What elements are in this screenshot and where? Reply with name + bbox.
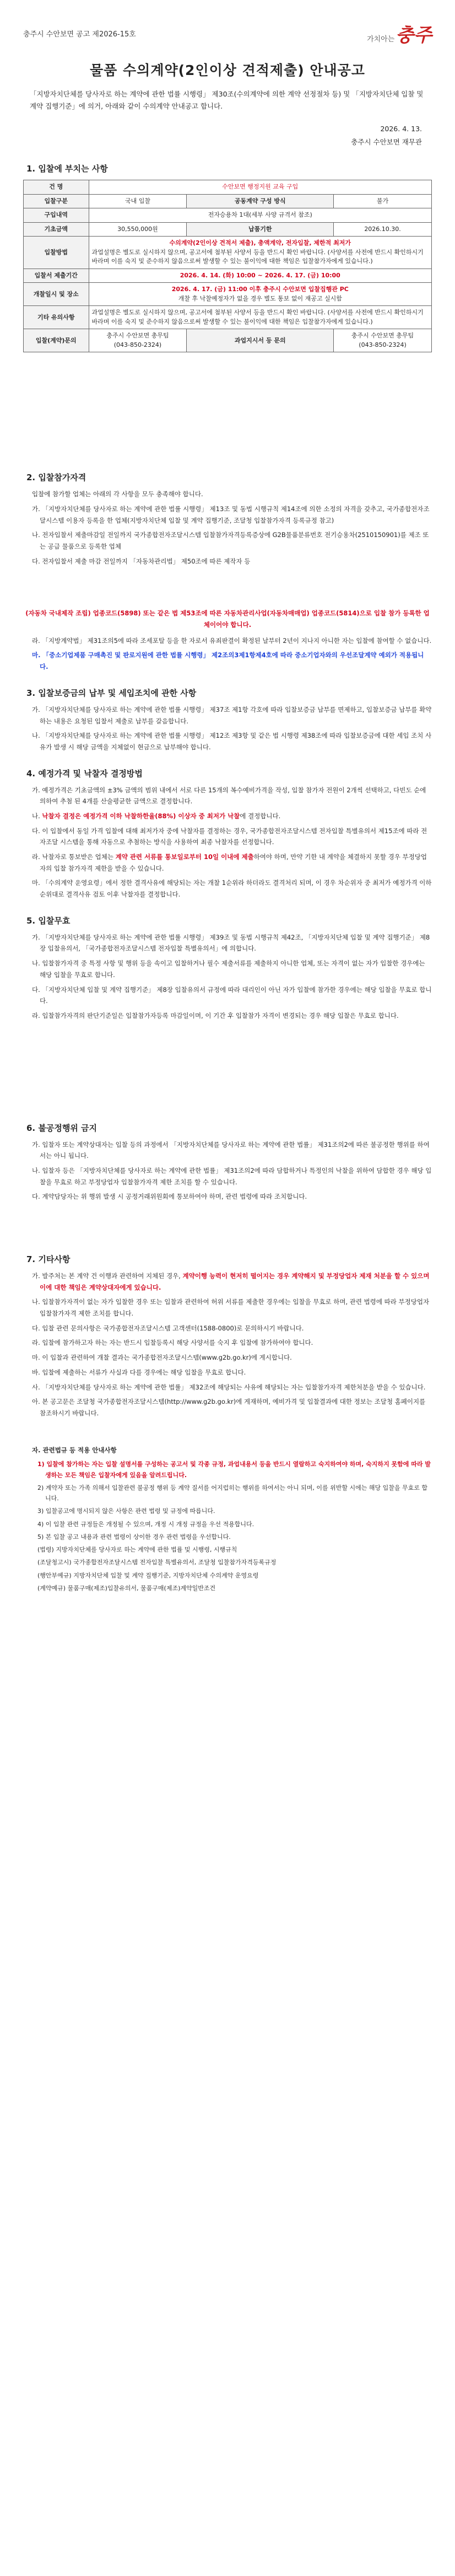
notice-issuer: 충주시 수안보면 재무관 [351, 137, 422, 146]
paragraph: 가. 입찰자 또는 계약상대자는 입찰 등의 과정에서 「지방자치단체를 당사자로 하는 계약에 관한 법률」 제31조의2에 따른 불공정한 행위를 하여서는 아니 됩니다. [32, 1140, 430, 1160]
joint-contract-method: 불가 [334, 194, 432, 208]
table-row [24, 269, 432, 283]
table-header-cell: 입찰구분 [24, 194, 89, 208]
table-row [24, 180, 432, 195]
table-row [24, 194, 432, 208]
paragraph: 다. 이 입찰에서 동일 가격 입찰에 대해 최저가자 중에 낙찰자를 결정하는 경우, 국가종합전자조달시스템 전자입찰 특별유의서 제15조에 따라 전자조달 시스템을 통해 자동으로 추첨하는 방식을 사용하여 최종 낙찰자를 선정합니다. [32, 827, 427, 846]
table-header-cell: 입찰서 제출기간 [24, 269, 89, 283]
table-header-cell: 기타 유의사항 [24, 306, 89, 329]
document-deadline: 계약 관련 서류를 통보일로부터 10일 이내에 제출 [115, 853, 254, 861]
qualification-highlight: (자동차 국내제작 조립) 업종코드(5898) 또는 같은 법 제53조에 따른 자동차관리사업(자동차매매업) 업종코드(5814)으로 입찰 참가 등록한 업체이어야 합니다. [25, 609, 430, 629]
spacer [23, 1025, 432, 1108]
paragraph-text: 하여야 하며, 만약 기한 내 계약을 체결하지 못할 경우 부정당업자의 입찰 참가자격 제한을 받을 수 있습니다. [40, 853, 427, 872]
paragraph [23, 650, 432, 672]
paragraph-text: 다. 전자입찰서 제출 마감 전일까지 「자동차관리법」 제50조에 따른 제작자 등 [32, 557, 251, 565]
table-row [24, 208, 432, 223]
paragraph [23, 556, 432, 567]
law-item: (조달청고시) 국가종합전자조달시스템 전자입찰 특별유의서, 조달청 입찰참가자격등록규정 [37, 1559, 277, 1566]
paragraph: 가. 「지방자치단체를 당사자로 하는 계약에 관한 법률 시행령」 제39조 및 동법 시행규칙 제42조, 「지방자치단체 입찰 및 계약 집행기준」 제8장 입찰유의서, 「국가종합전자조달시스템 전자입찰 특별유의서」에 의합니다. [32, 933, 430, 953]
other-notes: 과업설명은 별도로 실시하지 않으며, 공고서에 첨부된 사양서 등을 반드시 확인 바랍니다. (사양서를 사전에 반드시 확인하시기 바라며 이를 숙지 및 준수하지 않음으로써 발생할 수 있는 불이익에 대한 책임은 입찰참가자에게 있습니다.) [89, 306, 431, 329]
delivery-deadline: 2026.10.30. [334, 222, 432, 237]
city-logo [367, 20, 432, 47]
opening-datetime: 2026. 4. 17. (금) 11:00 이후 충주시 수안보면 입찰집행관 PC [171, 286, 349, 293]
table-header-cell: 건 명 [24, 180, 89, 195]
top-bar [23, 17, 432, 50]
logo-wordmark: 충주 [396, 24, 432, 46]
paragraph-text: 에 결정합니다. [240, 812, 281, 820]
paragraph: 아. 본 공고문은 조달청 국가종합전자조달시스템(http://www.g2b.go.kr)에 게재하며, 예비가격 및 입찰결과에 대한 정보는 조달청 홈페이지를 참조하시기 바랍니다. [32, 1398, 426, 1417]
note-item [23, 1459, 432, 1480]
paragraph: 나. 입찰참가자격 중 특정 사항 및 행위 등을 속이고 입찰하거나 필수 제출서류를 제출하지 아니한 업체, 또는 자격이 없는 자가 입찰한 경우에는 해당 입찰을 무효로 합니다. [32, 959, 425, 979]
document-number: 충주시 수안보면 공고 제2026-15호 [23, 30, 136, 39]
task-contact: 충주시 수안보면 총무팀 (043-850-2324) [334, 329, 432, 352]
paragraph: 사. 「지방자치단체를 당사자로 하는 계약에 관한 법률」 제32조에 해당되는 사유에 해당되는 자는 입찰참가자격 제한처분을 받을 수 있습니다. [32, 1383, 426, 1391]
bid-type: 국내 입찰 [89, 194, 187, 208]
paragraph: 바. 입찰에 제출하는 서류가 사실과 다를 경우에는 해당 입찰을 무효로 합니다. [32, 1368, 246, 1376]
base-price: 30,550,000원 [89, 222, 187, 237]
paragraph: 마. 이 입찰과 관련하여 개찰 결과는 국가종합전자조달시스템(www.g2b.go.kr)에 게시합니다. [32, 1354, 292, 1362]
paragraph: 가. 「지방자치단체를 당사자로 하는 계약에 관한 법률 시행령」 제13조 및 동법 시행규칙 제14조에 의한 소정의 자격을 갖추고, 국가종합전자조달시스템 이용자 등록을 한 업체(지방자치단체 입찰 및 계약 집행기준, 조달청 입찰참가자격 등록규정 참고) [32, 505, 430, 524]
contract-warning: 계약이행 능력이 현저히 떨어지는 경우 계약해지 및 부정당업자 제재 처분을 할 수 있으며 이에 대한 책임은 계약상대자에게 있습니다. [40, 1272, 430, 1291]
bid-method: 수의계약(2인이상 견적서 제출), 총액계약, 전자입찰, 제한적 최저가 [169, 239, 351, 247]
law-item: (행안부예규) 지방자치단체 입찰 및 계약 집행기준, 지방자치단체 수의계약 운영요령 [37, 1571, 259, 1579]
section-2-heading: 2. 입찰참가자격 [26, 473, 86, 483]
paragraph [23, 851, 432, 874]
section-4-heading: 4. 예정가격 및 낙찰자 결정방법 [26, 768, 143, 779]
paragraph: 라. 입찰에 참가하고자 하는 자는 반드시 입찰등록시 해당 사양서를 숙지 후 입찰에 참가하여야 합니다. [32, 1339, 313, 1347]
paragraph-text: 가. 발주처는 본 계약 건 이행과 관련하여 지체된 경우, [32, 1272, 183, 1280]
note-item: 4) 이 입찰 관련 규정들은 개정될 수 있으며, 개정 시 개정 규정을 우선 적용합니다. [37, 1520, 254, 1528]
item-name: 수안보면 행정지원 교육 구입 [89, 180, 431, 195]
table-header-cell: 기초금액 [24, 222, 89, 237]
table-header-cell: 입찰(계약)문의 [24, 329, 89, 352]
table-row [24, 306, 432, 329]
section-1-heading: 1. 입찰에 부치는 사항 [26, 164, 108, 174]
law-item: (법령) 지방자치단체를 당사자로 하는 계약에 관한 법률 및 시행령, 시행규칙 [37, 1546, 237, 1553]
note-item: 5) 본 입찰 공고 내용과 관련 법령이 상이한 경우 관련 법령을 우선합니다. [37, 1533, 231, 1541]
paragraph: 다. 계약담당자는 위 행위 발생 시 공정거래위원회에 통보하여야 하며, 관련 법령에 따라 조치합니다. [32, 1193, 307, 1201]
section-5-heading: 5. 입찰무효 [26, 915, 71, 926]
note-text: 1) 입찰에 참가하는 자는 입찰 설명서를 구성하는 공고서 및 각종 규정, 과업내용서 등을 반드시 열람하고 숙지하여야 하며, 숙지하지 못함에 따라 발생하는 모든 책임은 입찰자에게 있음을 알려드립니다. [37, 1461, 431, 1479]
spacer [23, 352, 432, 457]
spacer [23, 570, 432, 603]
table-row [24, 283, 432, 306]
note-item: 2) 계약자 또는 가족 의해서 입찰관련 불공정 행위 등 계약 질서를 어지럽히는 행위를 하여서는 아니 되며, 이를 위반할 시에는 해당 입찰을 무효로 합니다. [37, 1484, 428, 1502]
opening-cell [89, 283, 431, 306]
logo-slogan: 가치아는 [367, 35, 395, 44]
paragraph: 입찰에 참가할 업체는 아래의 각 사항을 모두 충족해야 합니다. [32, 490, 203, 498]
paragraph-text: 마. 「중소기업제품 구매촉진 및 판로지원에 관한 법률 시행령」 제2조의3제1항제4호에 따라 중소기업자와의 우선조달계약 예외가 적용됩니다. [32, 651, 424, 671]
opening-note: 개찰 후 낙찰예정자가 없을 경우 별도 통보 없이 재공고 실시함 [178, 294, 342, 302]
bid-method-cell [89, 237, 431, 269]
section-6-heading: 6. 불공정행위 금지 [26, 1123, 98, 1133]
award-rule: 낙찰자 결정은 예정가격 이하 낙찰하한율(88%) 이상자 중 최저가 낙찰 [42, 812, 240, 820]
note-item: 3) 입찰공고에 명시되지 않은 사항은 관련 법령 및 규정에 따릅니다. [37, 1507, 215, 1515]
paragraph: 나. 입찰참가자격이 없는 자가 입찰한 경우 또는 입찰과 관련하여 허위 서류를 제출한 경우에는 입찰을 무효로 하며, 관련 법령에 따라 부정당업자 입찰참가자격 제한 조치를 합니다. [32, 1298, 430, 1318]
paragraph: 라. 「지방계약법」 제31조의5에 따라 조세포탈 등을 한 자로서 유죄판결이 확정된 날부터 2년이 지나지 아니한 자는 입찰에 참여할 수 없습니다. [32, 636, 432, 645]
law-item: (계약예규) 물품구매(제조)입찰유의서, 물품구매(제조)계약일반조건 [37, 1584, 216, 1592]
paragraph: 가. 예정가격은 기초금액의 ±3% 금액의 범위 내에서 서로 다른 15개의 복수예비가격을 작성, 입찰 참가자 전원이 2개씩 선택하고, 다빈도 순에 의하여 추첨 된 4개를 산술평균한 금액으로 결정합니다. [32, 786, 426, 806]
table-header-cell: 납품기한 [187, 222, 334, 237]
paragraph-text: 라. 낙찰자로 통보받은 업체는 [32, 853, 116, 861]
notes-title: 자. 관련법규 등 적용 안내사항 [32, 1446, 117, 1454]
table-row [24, 329, 432, 352]
paragraph: 마. 「수의계약 운영요령」에서 정한 결격사유에 해당되는 자는 개찰 1순위라 하더라도 결격처리 되며, 이 경우 차순위자 중 최저가 예정가격 이하 순위대로 결격사유 검토 이후 낙찰자를 결정합니다. [32, 879, 432, 899]
spacer [23, 1423, 432, 1445]
table-header-cell: 입찰방법 [24, 237, 89, 269]
paragraph-text: 나. [32, 812, 42, 820]
table-header-cell: 공동계약 구성 방식 [187, 194, 334, 208]
paragraph: 나. 입찰자 등은 「지방자치단체를 당사자로 하는 계약에 관한 법률」 제31조의2에 따라 담합하거나 특정인의 낙찰을 위하여 담합한 경우 해당 입찰을 무효로 하고 부정당업자 입찰참가자격 제한 조치를 할 수 있습니다. [32, 1166, 432, 1186]
paragraph: 나. 「지방자치단체를 당사자로 하는 계약에 관한 법률 시행령」 제12조 제3항 및 같은 법 시행령 제38조에 따라 입찰보증금에 대한 세입 조치 사유가 발생 시 해당 금액을 지체없이 현금으로 납부해야 합니다. [32, 732, 432, 751]
signature-block [23, 122, 422, 149]
notice-date: 2026. 4. 13. [380, 124, 422, 133]
table-row [24, 237, 432, 269]
page-title: 물품 수의계약(2인이상 견적제출) 안내공고 [90, 62, 365, 78]
paragraph: 라. 입찰참가자격의 판단기준일은 입찰참가자등록 마감일이며, 이 기간 후 입찰참가 자격이 변경되는 경우 해당 입찰은 무효로 합니다. [32, 1011, 399, 1019]
table-header-cell: 구입내역 [24, 208, 89, 223]
submission-period: 2026. 4. 14. (화) 10:00 ~ 2026. 4. 17. (금) 10:00 [89, 269, 431, 283]
section-7-heading: 7. 기타사항 [26, 1254, 71, 1264]
bid-contact: 충주시 수안보면 총무팀 (043-850-2324) [89, 329, 187, 352]
intro-paragraph: 「지방자치단체를 당사자로 하는 계약에 관한 법률 시행령」 제30조(수의계약에 의한 계약 선정절차 등) 및 「지방자치단체 입찰 및 계약 집행기준」에 의거, 아래와 같이 수의계약 안내공고 합니다. [30, 90, 424, 110]
paragraph [23, 811, 432, 822]
paragraph [23, 1270, 432, 1293]
table-header-cell: 과업지시서 등 문의 [187, 329, 334, 352]
bid-method-note: 과업설명은 별도로 실시하지 않으며, 공고서에 첨부된 사양서 등을 반드시 확인 바랍니다. (사양서를 사전에 반드시 확인하시기 바라며 이를 숙지 및 준수하지 않음으로써 발생할 수 있는 불이익에 대한 책임은 입찰참가자에게 있습니다.) [91, 248, 424, 265]
paragraph: 다. 「지방자치단체 입찰 및 계약 집행기준」 제8장 입찰유의서 규정에 따라 대리인이 아닌 자가 입찰에 참가한 경우에는 해당 입찰을 무효로 합니다. [32, 985, 432, 1005]
table-row [24, 222, 432, 237]
paragraph: 다. 입찰 관련 문의사항은 국가종합전자조달시스템 고객센터(1588-0800)로 문의하시기 바랍니다. [32, 1324, 304, 1332]
spacer [23, 1206, 432, 1239]
section-3-heading: 3. 입찰보증금의 납부 및 세입조치에 관한 사항 [26, 688, 197, 698]
paragraph: 가. 「지방자치단체를 당사자로 하는 계약에 관한 법률 시행령」 제37조 제1항 각호에 따라 입찰보증금 납부를 면제하고, 입찰보증금 납부를 확약하는 내용은 요청된 입찰서 제출로 납부를 갈음합니다. [32, 705, 432, 725]
table-header-cell: 개찰일시 및 장소 [24, 283, 89, 306]
purchase-details: 전자승용차 1대(세부 사양 규격서 참조) [89, 208, 431, 223]
bid-info-table [23, 180, 432, 352]
paragraph: 나. 전자입찰서 제출마감일 전일까지 국가종합전자조달시스템 입찰참가자격등록증상에 G2B물품분류번호 전기승용차(2510150901)를 제조 또는 공급 물품으로 등록한 업체 [32, 531, 429, 550]
